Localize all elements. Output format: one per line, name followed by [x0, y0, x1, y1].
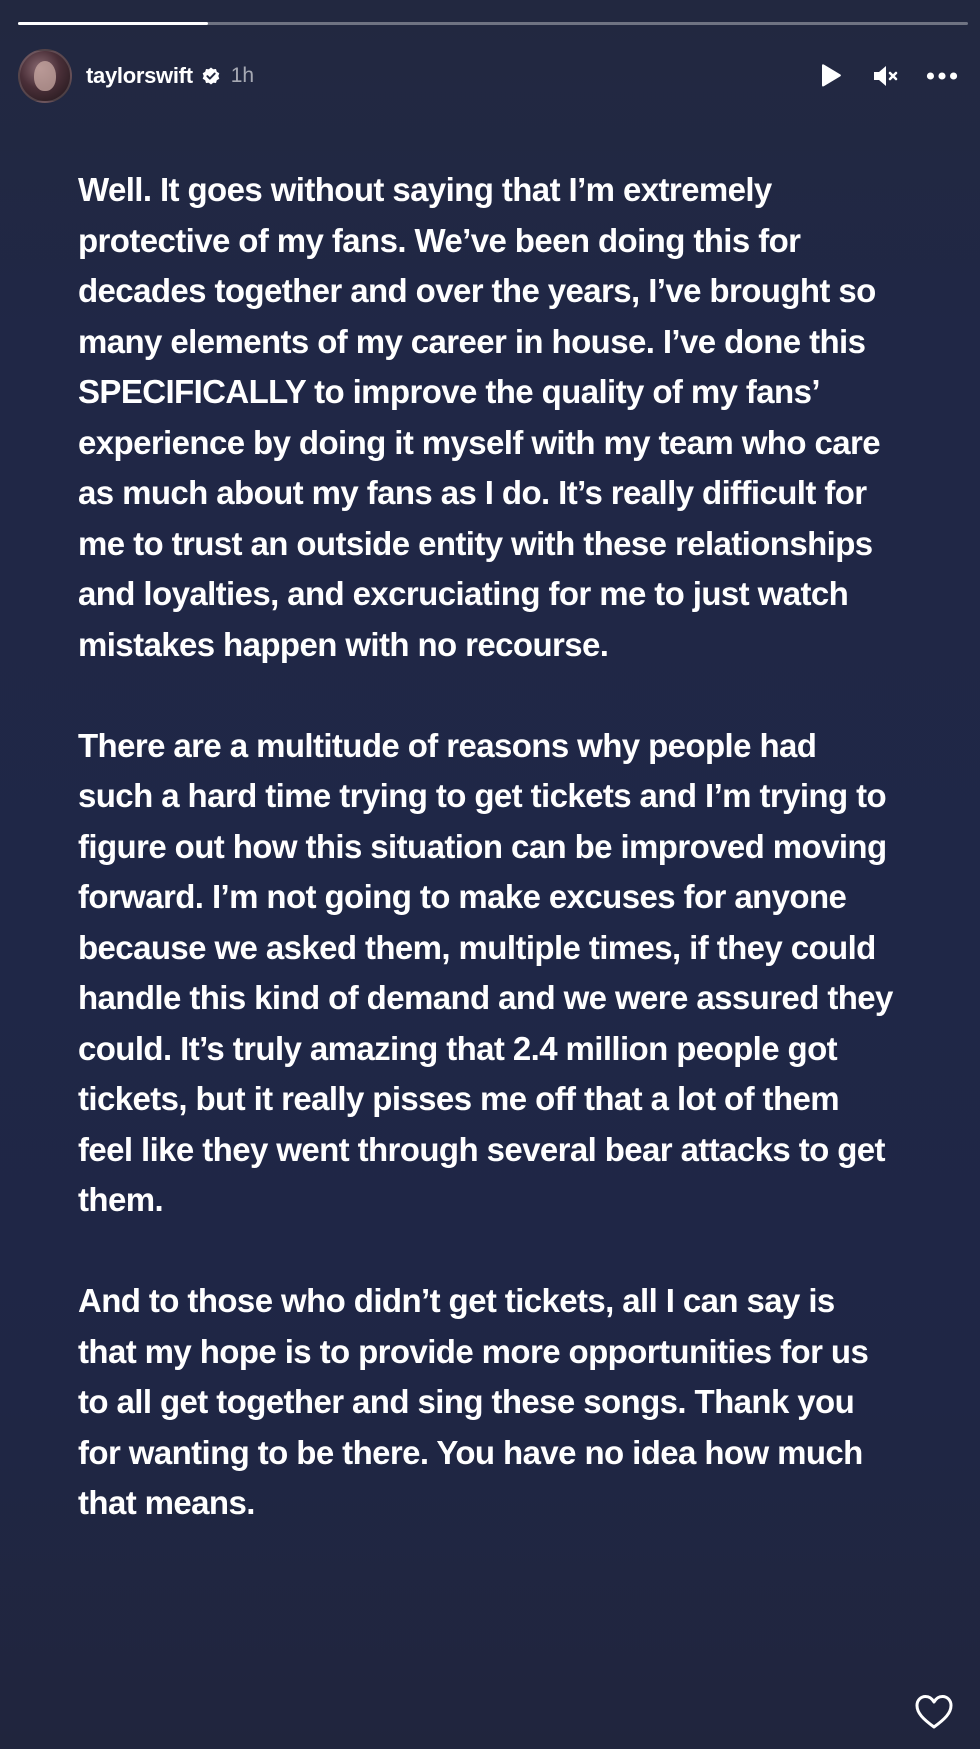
- play-icon[interactable]: [814, 60, 846, 92]
- story-paragraph-3: And to those who didn’t get tickets, all I can say is that my hope is to provide more opportunities for us to all get together and sing these songs. Thank you for wanting to be there. You have no idea how much that means.: [78, 1282, 869, 1521]
- story-paragraph-1: Well. It goes without saying that I’m extremely protective of my fans. We’ve been doing this for decades together and over the years, I’ve brought so many elements of my career in house. I’ve done this SPECIFICALLY to improve the quality of my fans’ experience by doing it myself with my team who care as much about my fans as I do. It’s really difficult for me to trust an outside entity with these relationships and loyalties, and excruciating for me to just watch mistakes happen with no recourse.: [78, 171, 880, 663]
- story-paragraph-2: There are a multitude of reasons why people had such a hard time trying to get tickets and I’m trying to figure out how this situation can be improved moving forward. I’m not going to make excuses for anyone because we asked them, multiple times, if they could handle this kind of demand and we were assured they could. It’s truly amazing that 2.4 million people got tickets, but it really pisses me off that a lot of them feel like they went through several bear attacks to get them.: [78, 726, 893, 1218]
- like-button[interactable]: [912, 1690, 956, 1734]
- mute-icon[interactable]: [870, 60, 902, 92]
- story-text: [78, 165, 898, 1529]
- more-icon[interactable]: [926, 60, 958, 92]
- username[interactable]: taylorswift: [86, 63, 193, 88]
- verified-badge-icon: [201, 66, 221, 86]
- heart-icon: [914, 1694, 954, 1730]
- avatar[interactable]: [18, 49, 72, 103]
- post-time: 1h: [230, 64, 255, 87]
- story-header: [18, 48, 962, 104]
- story-progress-bar: [18, 22, 968, 25]
- story-controls: [814, 60, 962, 92]
- story-progress-fill: [18, 22, 208, 25]
